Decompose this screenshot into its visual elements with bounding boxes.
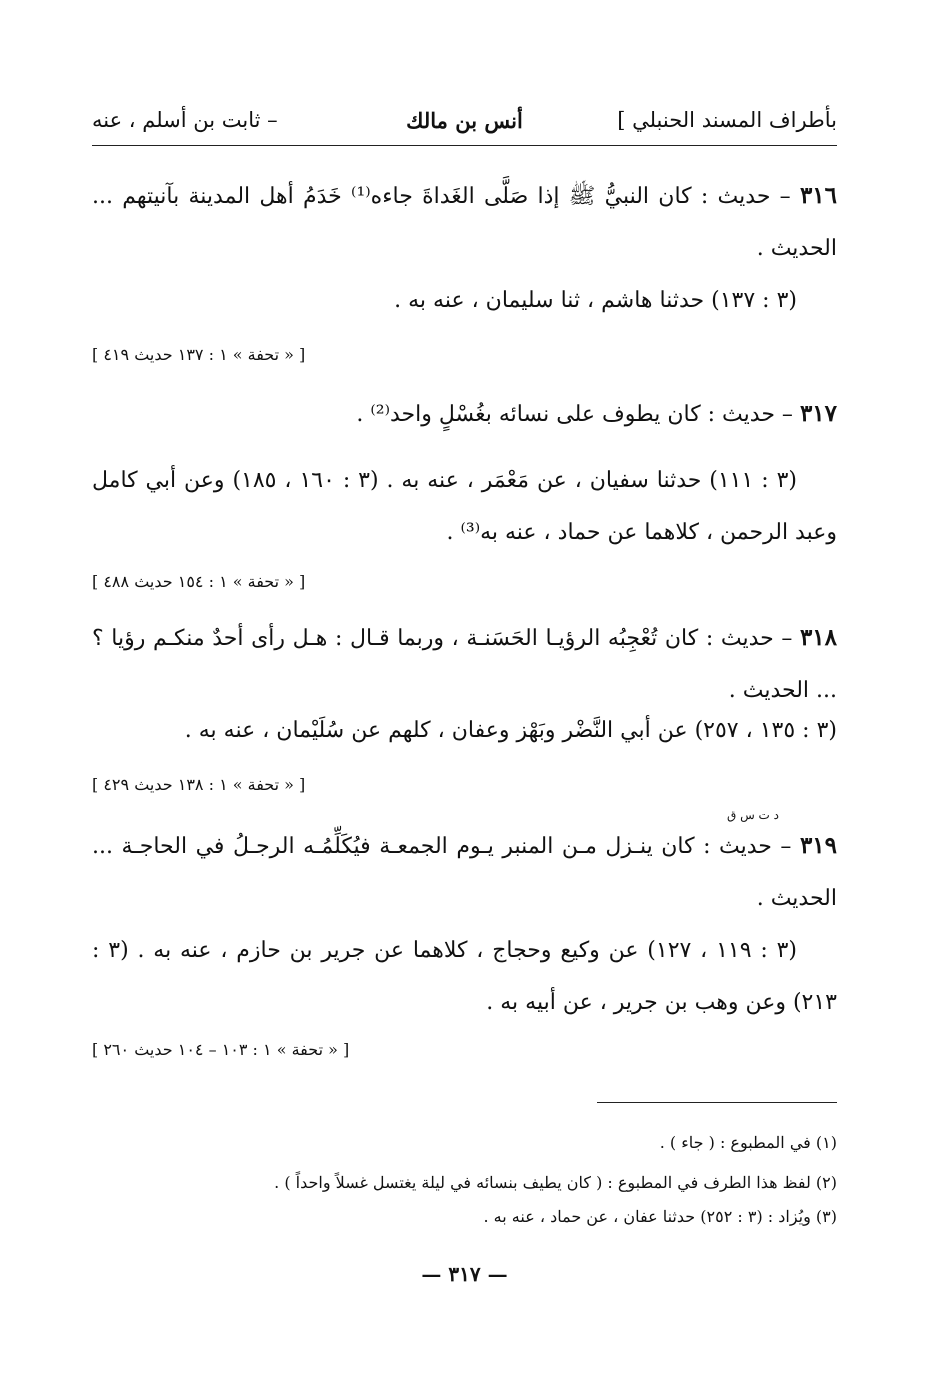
hadith-source-317: (٣ : ١١١) حدثنا سفيان ، عن مَعْمَر ، عنه به . (٣ : ١٦٠ ، ١٨٥) وعن أبي كامل وعبد الرحمن ، كلاهما عن حماد ، عنه به⁽³⁾ . bbox=[92, 468, 837, 545]
hadith-source-319: (٣ : ١١٩ ، ١٢٧) عن وكيع وحجاج ، كلاهما عن جرير بن حازم ، عنه به . (٣ : ٢١٣) وعن وهب بن جرير ، عن أبيه به . bbox=[92, 938, 837, 1015]
hadith-entry-318 bbox=[92, 612, 837, 717]
hadith-text: – حديث : كان ينـزل مـن المنبر يـوم الجمعـة فيُكَلِّمُـه الرجـلُ في الحاجـة ... الحديث . bbox=[92, 834, 837, 911]
footnote-1: (١) في المطبوع : ( جاء ) . bbox=[659, 1133, 837, 1152]
hadith-number: ٣١٩ bbox=[799, 832, 838, 859]
hadith-text: – حديث : كان النبيُّ ﷺ إذا صَلَّى الغَداةَ جاءه⁽¹⁾ خَدَمُ أهل المدينة بآنيتهم ... الحديث . bbox=[92, 184, 837, 261]
hadith-source-316: (٣ : ١٣٧) حدثنا هاشم ، ثنا سليمان ، عنه به . bbox=[394, 288, 797, 313]
header-chapter-title: أنس بن مالك bbox=[406, 108, 523, 133]
header-chapter-subtitle: – ثابت بن أسلم ، عنه bbox=[92, 108, 278, 132]
header-divider bbox=[92, 145, 837, 146]
tuhfa-reference-318: [ « تحفة » ١ : ١٣٨ حديث ٤٢٩ ] bbox=[92, 775, 306, 794]
hadith-number: ٣١٧ bbox=[799, 400, 837, 427]
page-number: — ٣١٧ — bbox=[421, 1262, 508, 1286]
hadith-number: ٣١٨ bbox=[799, 624, 837, 651]
hadith-entry-316 bbox=[92, 170, 837, 275]
tuhfa-reference-317: [ « تحفة » ١ : ١٥٤ حديث ٤٨٨ ] bbox=[92, 572, 306, 591]
transmitter-sigla: د ت س ق bbox=[726, 808, 779, 822]
running-header bbox=[92, 108, 837, 138]
hadith-text: – حديث : كان يطوف على نسائه بغُسْلٍ واحد⁽²⁾ . bbox=[356, 402, 793, 427]
hadith-text: – حديث : كان تُعْجِبُه الرؤيـا الحَسَنـة ، وربما قـال : هـل رأى أحدٌ منكـم رؤيا ؟ ... الحديث . bbox=[92, 626, 837, 703]
footnote-divider bbox=[597, 1102, 837, 1103]
hadith-entry-319 bbox=[92, 820, 837, 925]
hadith-source-318: (٣ : ١٣٥ ، ٢٥٧) عن أبي النَّضْر وبَهْز وعفان ، كلهم عن سُلَيْمان ، عنه به . bbox=[184, 718, 837, 743]
tuhfa-reference-316: [ « تحفة » ١ : ١٣٧ حديث ٤١٩ ] bbox=[92, 345, 306, 364]
hadith-entry-317 bbox=[92, 388, 837, 441]
header-book-title: بأطراف المسند الحنبلي ] bbox=[617, 108, 837, 132]
hadith-number: ٣١٦ bbox=[799, 182, 838, 209]
footnote-3: (٣) ويُزاد : (٣ : ٢٥٢) حدثنا عفان ، عن حماد ، عنه به . bbox=[483, 1207, 837, 1226]
footnote-2: (٢) لفظ هذا الطرف في المطبوع : ( كان يطيف بنسائه في ليلة يغتسل غسلاً واحداً ) . bbox=[274, 1173, 837, 1192]
tuhfa-reference-319: [ « تحفة » ١ : ١٠٣ – ١٠٤ حديث ٢٦٠ ] bbox=[92, 1040, 350, 1059]
